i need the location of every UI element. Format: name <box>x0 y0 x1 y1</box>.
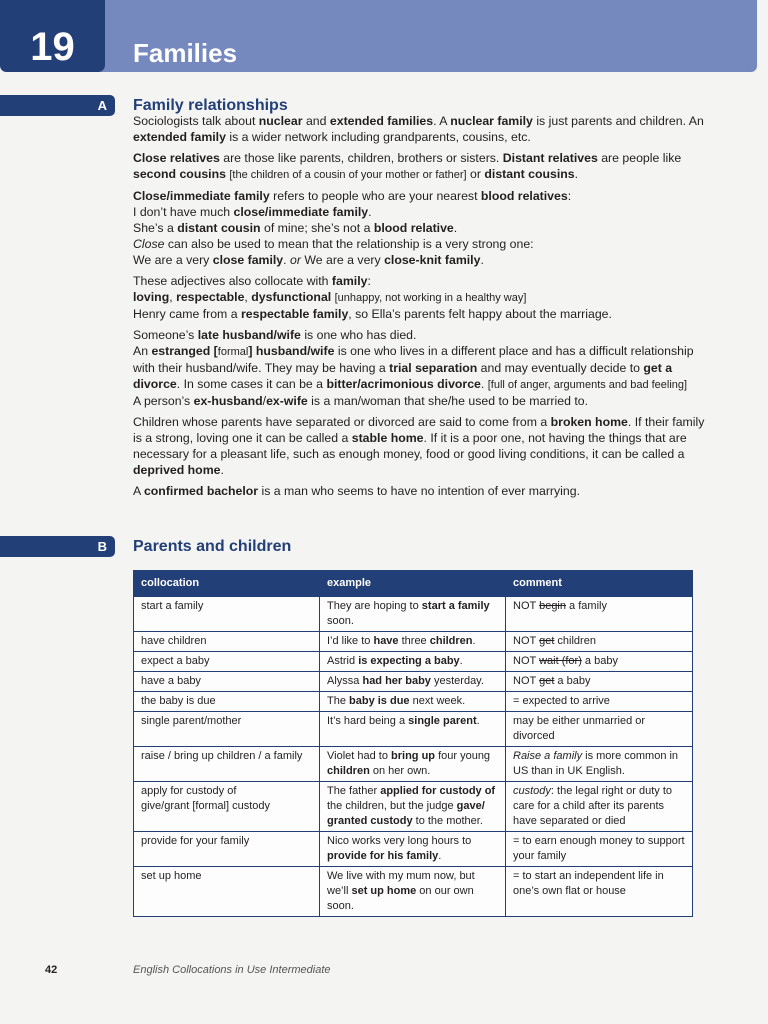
bold-collocation: Close/immediate family <box>133 189 270 203</box>
paragraph-family-adjectives: These adjectives also collocate with family: loving, respectable, dysfunctional [unhappy, not working in a healthy way] Henry came from a respectable family, so Ella’s parents felt happy about the marriage. <box>133 274 612 321</box>
comment-cell: may be either unmarried or divorced <box>506 712 693 747</box>
comment-cell: NOT get children <box>506 632 693 652</box>
bold-collocation: bring up <box>391 750 436 762</box>
comment-cell: custody: the legal right or duty to care for a child after its parents have separated or died <box>506 782 693 832</box>
bold-collocation: Close relatives <box>133 151 220 165</box>
bold-collocation: single parent <box>408 715 477 727</box>
bold-collocation: had her baby <box>362 675 431 687</box>
bold-collocation: stable home <box>351 431 424 445</box>
table-row <box>134 832 693 867</box>
bold-collocation: nuclear <box>258 114 303 128</box>
column-header-example: example <box>320 571 506 597</box>
table-row <box>134 782 693 832</box>
example-cell: We live with my mum now, but we’ll set up home on our own soon. <box>320 867 506 917</box>
bold-collocation: extended families <box>329 114 434 128</box>
collocation-cell: provide for your family <box>134 832 320 867</box>
section-b-letter: B <box>97 539 107 554</box>
paragraph-homes: Children whose parents have separated or divorced are said to come from a broken home. If their family is a strong, loving one it can be called a stable home. If it is a poor one, not having the things that are necessary for a pleasant life, such as enough money, food or good living conditions, it can be called a deprived home. <box>133 415 705 477</box>
column-header-comment: comment <box>506 571 693 597</box>
page-number: 42 <box>45 964 58 976</box>
bold-collocation: deprived home <box>133 463 221 477</box>
bold-collocation: close-knit family <box>384 253 481 267</box>
bold-collocation: Distant relatives <box>502 151 598 165</box>
bold-collocation: ex-wife <box>266 394 308 408</box>
collocation-cell: have children <box>134 632 320 652</box>
comment-cell: = to earn enough money to support your family <box>506 832 693 867</box>
bold-collocation: is expecting a baby <box>358 655 460 667</box>
collocation-cell: raise / bring up children / a family <box>134 747 320 782</box>
section-a-title: Family relationships <box>133 97 288 114</box>
bold-collocation: distant cousins <box>484 167 575 181</box>
section-a-body <box>133 113 708 504</box>
example-cell: The father applied for custody of the children, but the judge gave/ granted custody to the mother. <box>320 782 506 832</box>
section-a-marker <box>0 95 115 116</box>
section-b-marker <box>0 536 115 557</box>
paragraph-close-distant-relatives: Close relatives are those like parents, children, brothers or sisters. Distant relatives are people like second cousins [the children of a cousin of your mother or father] or distant cousins. <box>133 151 682 181</box>
bold-collocation: broken home <box>550 415 628 429</box>
book-title: English Collocations in Use Intermediate <box>133 964 331 976</box>
example-cell: They are hoping to start a family soon. <box>320 597 506 632</box>
incorrect-word: get <box>539 675 555 687</box>
gloss-note: [full of anger, arguments and bad feeling] <box>487 379 688 391</box>
bold-collocation: family <box>331 274 368 288</box>
gloss-note: formal <box>217 346 249 358</box>
bold-collocation: confirmed bachelor <box>143 484 259 498</box>
paragraph-husband-wife: Someone’s late husband/wife is one who has died. An estranged [formal] husband/wife is one who lives in a different place and has a difficult relationship with their husband/wife. They may be having a trial separation and may eventually decide to get a divorce. In some cases it can be a bitter/acrimonious divorce. [full of anger, arguments and bad feeling] A person’s ex-husband/ex-wife is a man/woman that she/he used to be married to. <box>133 328 694 408</box>
paragraph-immediate-family: Close/immediate family refers to people who are your nearest blood relatives: I don’t have much close/immediate family. She’s a distant cousin of mine; she’s not a blood relative. Close can also be used to mean that the relationship is a very strong one: We are a very close family. or We are a very close-knit family. <box>133 189 572 267</box>
bold-collocation: respectable family <box>240 307 349 321</box>
italic-text: or <box>289 253 301 267</box>
bold-collocation: close family <box>212 253 284 267</box>
bold-collocation: distant cousin <box>177 221 261 235</box>
incorrect-word: wait (for) <box>539 655 582 667</box>
bold-collocation: gave/ granted custody <box>327 800 485 827</box>
gloss-note: [formal] <box>192 800 230 812</box>
table-row <box>134 712 693 747</box>
example-cell: The baby is due next week. <box>320 692 506 712</box>
italic-text: Raise a family <box>513 750 583 762</box>
bold-collocation: dysfunctional <box>251 290 332 304</box>
collocation-cell: apply for custody of give/grant [formal] custody <box>134 782 320 832</box>
table-row <box>134 652 693 672</box>
bold-collocation: set up home <box>351 885 417 897</box>
collocation-cell: have a baby <box>134 672 320 692</box>
bold-collocation: provide for his family <box>327 850 439 862</box>
bold-collocation: baby is due <box>349 695 410 707</box>
bold-collocation: second cousins <box>133 167 226 181</box>
table-header-row <box>134 571 693 597</box>
collocation-cell: expect a baby <box>134 652 320 672</box>
comment-cell: = to start an independent life in one’s own flat or house <box>506 867 693 917</box>
bold-collocation: have <box>373 635 399 647</box>
table-row <box>134 672 693 692</box>
table-row <box>134 867 693 917</box>
gloss-note: [unhappy, not working in a healthy way] <box>334 292 527 304</box>
collocation-cell: the baby is due <box>134 692 320 712</box>
comment-cell: NOT get a baby <box>506 672 693 692</box>
unit-number: 19 <box>0 0 105 72</box>
example-cell: Violet had to bring up four young children on her own. <box>320 747 506 782</box>
table-row <box>134 597 693 632</box>
example-cell: It’s hard being a single parent. <box>320 712 506 747</box>
column-header-collocation: collocation <box>134 571 320 597</box>
italic-text: custody <box>513 785 551 797</box>
bold-collocation: trial separation <box>389 361 478 375</box>
italic-text: Close <box>133 237 165 251</box>
bold-collocation: children <box>327 765 370 777</box>
collocation-cell: start a family <box>134 597 320 632</box>
collocation-cell: single parent/mother <box>134 712 320 747</box>
bold-collocation: children <box>429 635 473 647</box>
collocations-table <box>133 570 693 917</box>
bold-collocation: start a family <box>421 600 490 612</box>
bold-collocation: respectable <box>176 290 245 304</box>
bold-collocation: close/immediate family <box>233 205 369 219</box>
collocation-cell: set up home <box>134 867 320 917</box>
bold-collocation: get a divorce <box>133 361 673 391</box>
unit-header-banner <box>0 0 757 72</box>
unit-title: Families <box>133 38 238 68</box>
bold-collocation: extended family <box>133 130 226 144</box>
bold-collocation: nuclear family <box>450 114 533 128</box>
bold-collocation: bitter/acrimonious divorce <box>326 377 481 391</box>
comment-cell: NOT begin a family <box>506 597 693 632</box>
comment-cell: NOT wait (for) a baby <box>506 652 693 672</box>
table-row <box>134 692 693 712</box>
incorrect-word: get <box>539 635 555 647</box>
section-a-letter: A <box>97 98 107 113</box>
bold-collocation: applied for custody of <box>380 785 496 797</box>
example-cell: Astrid is expecting a baby. <box>320 652 506 672</box>
gloss-note: [the children of a cousin of your mother or father] <box>229 169 467 181</box>
bold-collocation: late husband/wife <box>197 328 301 342</box>
table-body <box>134 597 693 917</box>
example-cell: Nico works very long hours to provide for his family. <box>320 832 506 867</box>
paragraph-confirmed-bachelor: A confirmed bachelor is a man who seems to have no intention of ever marrying. <box>133 484 581 498</box>
table-row <box>134 632 693 652</box>
bold-collocation: ] husband/wife <box>248 344 335 358</box>
table-row <box>134 747 693 782</box>
example-cell: Alyssa had her baby yesterday. <box>320 672 506 692</box>
section-b-title: Parents and children <box>133 538 292 555</box>
comment-cell: Raise a family is more common in US than in UK English. <box>506 747 693 782</box>
bold-collocation: ex-husband <box>193 394 263 408</box>
bold-collocation: loving <box>133 290 170 304</box>
incorrect-word: begin <box>539 600 566 612</box>
comment-cell: = expected to arrive <box>506 692 693 712</box>
bold-collocation: blood relatives <box>480 189 568 203</box>
paragraph-nuclear-extended: Sociologists talk about nuclear and extended families. A nuclear family is just parents and children. An extended family is a wider network including grandparents, cousins, etc. <box>133 114 704 144</box>
bold-collocation: estranged [ <box>151 344 218 358</box>
example-cell: I’d like to have three children. <box>320 632 506 652</box>
bold-collocation: blood relative <box>373 221 454 235</box>
